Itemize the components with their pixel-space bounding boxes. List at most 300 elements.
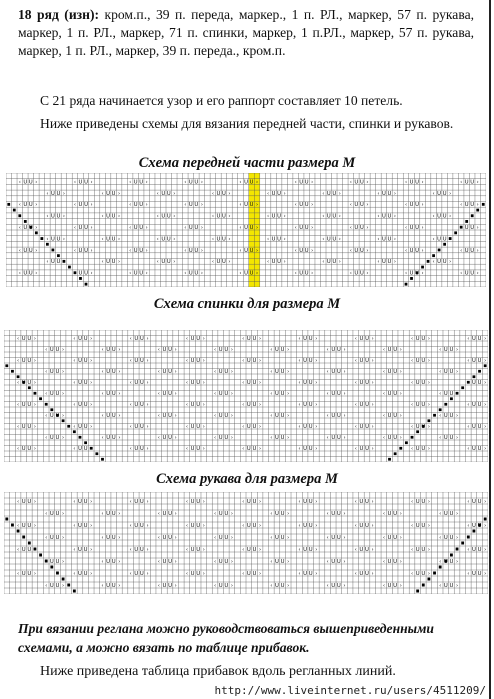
stitch-symbol: ›	[230, 510, 234, 517]
stitch-symbol: ›	[371, 446, 374, 453]
stitch-symbol: U	[365, 570, 369, 577]
stitch-symbol: U	[331, 413, 336, 420]
raglan-left-dot	[56, 414, 59, 417]
stitch-symbol: U	[365, 498, 369, 505]
stitch-symbol: U	[280, 510, 285, 517]
stitch-symbol: ›	[399, 558, 402, 565]
stitch-symbol: U	[359, 402, 364, 409]
stitch-symbol: U	[134, 424, 139, 431]
stitch-symbol: ‹	[270, 510, 273, 517]
stitch-symbol: U	[275, 510, 279, 517]
stitch-symbol: ‹	[404, 224, 408, 231]
stitch-symbol: ›	[146, 570, 149, 577]
stitch-symbol: ›	[200, 247, 203, 254]
raglan-left-dot	[79, 436, 82, 439]
stitch-symbol: ‹	[326, 582, 329, 589]
raglan-right-dot	[454, 231, 457, 234]
raglan-right-dot	[467, 381, 470, 384]
stitch-symbol: ›	[259, 424, 262, 431]
stitch-symbol: ‹	[242, 498, 245, 505]
stitch-symbol: U	[246, 380, 251, 387]
stitch-symbol: ›	[174, 510, 177, 517]
schemes-note: Ниже приведены схемы для вязания передней части, спинки и рукавов.	[40, 116, 454, 131]
stitch-symbol: ›	[90, 402, 93, 409]
stitch-symbol: ›	[145, 270, 148, 277]
stitch-symbol: U	[477, 446, 482, 453]
stitch-symbol: U	[139, 402, 144, 409]
raglan-left-dot	[50, 408, 53, 411]
source-url: http://www.liveinternet.ru/users/4511209/	[214, 684, 486, 697]
stitch-symbol: ›	[421, 202, 424, 209]
stitch-symbol: U	[331, 435, 336, 442]
stitch-symbol: U	[336, 510, 341, 517]
stitch-symbol: ›	[338, 236, 341, 243]
stitch-symbol: ‹	[460, 270, 463, 277]
stitch-symbol: ‹	[267, 259, 270, 266]
stitch-symbol: U	[443, 582, 448, 589]
stitch-symbol: ›	[427, 424, 430, 431]
stitch-symbol: U	[359, 570, 364, 577]
stitch-symbol: ‹	[382, 534, 385, 541]
stitch-symbol: U	[134, 446, 139, 453]
stitch-symbol: ›	[371, 336, 374, 343]
raglan-right-dot	[438, 249, 441, 252]
stitch-symbol: U	[365, 358, 369, 365]
stitch-symbol: U	[134, 570, 139, 577]
stitch-symbol: ›	[255, 224, 259, 231]
raglan-right-dot	[450, 554, 453, 557]
stitch-symbol: U	[393, 558, 398, 565]
stitch-symbol: U	[190, 546, 195, 553]
stitch-symbol: ‹	[294, 202, 297, 209]
stitch-symbol: ›	[371, 358, 374, 365]
stitch-symbol: ‹	[382, 391, 385, 398]
stitch-symbol: ›	[118, 435, 121, 442]
stitch-symbol: U	[280, 435, 285, 442]
stitch-symbol: ‹	[184, 224, 187, 231]
raglan-right-dot	[473, 530, 476, 533]
row-18-text: кром.п., 39 п. переда, маркер., 1 п. РЛ., маркер, 57 п. рукава, маркер, 1 п. РЛ., маркер, 71 п. спинки, маркер, 1 п.РЛ., маркер, 57 п. рукава, маркер, 1 п. РЛ., маркер, 39 п. переда., кром.п.	[18, 7, 474, 58]
stitch-symbol: U	[27, 546, 32, 553]
scheme-back-title: Схема спинки для размера М	[153, 296, 341, 312]
stitch-symbol: U	[472, 380, 476, 387]
stitch-symbol: ›	[484, 498, 487, 505]
stitch-symbol: ‹	[101, 236, 104, 243]
stitch-symbol: U	[168, 391, 172, 398]
stitch-symbol: U	[365, 522, 369, 529]
stitch-symbol: U	[168, 510, 172, 517]
stitch-symbol: ‹	[410, 380, 414, 387]
stitch-symbol: ›	[146, 380, 149, 387]
raglan-left-dot	[18, 214, 21, 217]
stitch-symbol: U	[194, 202, 199, 209]
raglan-left-dot	[62, 419, 65, 422]
stitch-symbol: U	[336, 391, 341, 398]
stitch-symbol: U	[139, 522, 144, 529]
grid-lines	[4, 492, 488, 594]
stitch-symbol: ‹	[326, 391, 329, 398]
stitch-symbol: ›	[455, 534, 459, 541]
stitch-symbol: U	[299, 247, 304, 254]
stitch-symbol: U	[471, 546, 476, 553]
stitch-symbol: ›	[366, 202, 369, 209]
stitch-symbol: ‹	[157, 558, 160, 565]
stitch-symbol: U	[166, 236, 171, 243]
stitch-symbol: ›	[146, 522, 149, 529]
stitch-symbol: ‹	[270, 534, 273, 541]
raglan-right-dot	[461, 386, 464, 389]
stitch-symbol: ›	[338, 213, 341, 220]
stitch-symbol: U	[21, 336, 26, 343]
stitch-symbol: U	[421, 402, 426, 409]
stitch-symbol: U	[442, 259, 447, 266]
stitch-symbol: U	[50, 259, 55, 266]
stitch-symbol: ‹	[18, 247, 21, 254]
raglan-right-dot	[473, 375, 476, 378]
stitch-symbol: ›	[174, 391, 177, 398]
stitch-symbol: ‹	[129, 498, 132, 505]
stitch-symbol: ›	[343, 391, 346, 398]
stitch-symbol: ‹	[270, 347, 273, 354]
stitch-symbol: ›	[427, 402, 430, 409]
scheme-back-chart	[4, 330, 488, 462]
raglan-right-dot	[461, 542, 464, 545]
stitch-symbol: ›	[366, 179, 369, 186]
stitch-symbol: U	[196, 546, 201, 553]
stitch-symbol: U	[477, 546, 482, 553]
stitch-symbol: ›	[315, 446, 318, 453]
stitch-symbol: ‹	[157, 369, 160, 376]
stitch-symbol: ›	[62, 347, 65, 354]
raglan-right-dot	[484, 364, 487, 367]
stitch-symbol: U	[244, 270, 248, 277]
stitch-symbol: U	[331, 510, 336, 517]
stitch-symbol: U	[443, 347, 448, 354]
stitch-symbol: ›	[315, 336, 318, 343]
stitch-symbol: U	[194, 247, 199, 254]
stitch-symbol: ›	[174, 369, 177, 376]
stitch-symbol: U	[134, 380, 139, 387]
stitch-symbol: ›	[255, 179, 259, 186]
stitch-symbol: U	[277, 236, 282, 243]
raglan-left-dot	[74, 271, 77, 274]
stitch-symbol: U	[252, 446, 257, 453]
stitch-symbol: U	[359, 247, 364, 254]
stitch-symbol: U	[216, 259, 221, 266]
stitch-symbol: U	[161, 259, 166, 266]
stitch-symbol: ›	[90, 570, 93, 577]
stitch-symbol: U	[27, 522, 32, 529]
stitch-symbol: U	[139, 546, 144, 553]
raglan-left-dot	[11, 370, 14, 373]
stitch-symbol: U	[359, 358, 364, 365]
stitch-symbol: U	[415, 380, 420, 387]
stitch-symbol: ‹	[213, 391, 217, 398]
stitch-symbol: ‹	[270, 413, 273, 420]
stitch-symbol: ‹	[73, 336, 76, 343]
stitch-symbol: U	[275, 413, 279, 420]
stitch-symbol: U	[336, 534, 341, 541]
stitch-symbol: ‹	[382, 558, 385, 565]
stitch-symbol: ‹	[46, 190, 49, 197]
stitch-symbol: ‹	[101, 582, 104, 589]
stitch-symbol: ›	[421, 247, 424, 254]
stitch-symbol: U	[354, 224, 359, 231]
stitch-symbol: U	[303, 358, 308, 365]
stitch-symbol: U	[252, 570, 257, 577]
stitch-symbol: U	[464, 224, 469, 231]
stitch-symbol: U	[354, 270, 359, 277]
stitch-symbol: ‹	[239, 224, 242, 231]
stitch-symbol: U	[387, 558, 392, 565]
stitch-symbol: ‹	[410, 424, 414, 431]
stitch-symbol: ›	[393, 190, 397, 197]
raglan-left-dot	[79, 277, 82, 280]
stitch-symbol: ›	[343, 582, 346, 589]
stitch-symbol: ›	[173, 259, 176, 266]
stitch-symbol: ‹	[17, 424, 20, 431]
stitch-symbol: ‹	[298, 380, 301, 387]
stitch-symbol: U	[27, 402, 32, 409]
stitch-symbol: U	[387, 391, 392, 398]
stitch-symbol: ›	[202, 546, 205, 553]
stitch-symbol: ›	[287, 391, 290, 398]
stitch-symbol: ‹	[322, 236, 325, 243]
raglan-right-dot	[439, 408, 442, 411]
stitch-symbol: ›	[255, 270, 259, 277]
stitch-symbol: U	[477, 402, 482, 409]
stitch-symbol: ›	[35, 247, 38, 254]
stitch-symbol: ›	[228, 213, 231, 220]
stitch-symbol: ‹	[45, 369, 48, 376]
stitch-symbol: U	[106, 435, 111, 442]
stitch-symbol: U	[246, 498, 251, 505]
stitch-symbol: ‹	[46, 213, 49, 220]
stitch-symbol: U	[55, 369, 60, 376]
raglan-right-dot	[427, 260, 430, 263]
raglan-left-dot	[95, 452, 98, 455]
stitch-symbol: ‹	[129, 380, 132, 387]
stitch-symbol: ›	[258, 522, 262, 529]
stitch-symbol: ‹	[298, 546, 301, 553]
stitch-symbol: U	[280, 391, 285, 398]
stitch-symbol: ‹	[267, 236, 270, 243]
raglan-left-dot	[73, 430, 76, 433]
stitch-symbol: U	[359, 224, 364, 231]
stitch-symbol: U	[222, 190, 226, 197]
stitch-symbol: U	[224, 435, 229, 442]
stitch-symbol: ‹	[101, 259, 104, 266]
stitch-symbol: ›	[427, 570, 430, 577]
stitch-symbol: U	[134, 358, 139, 365]
stitch-symbol: U	[246, 446, 251, 453]
stitch-symbol: ›	[476, 224, 479, 231]
raglan-left-dot	[50, 566, 53, 569]
stitch-symbol: ›	[202, 446, 205, 453]
stitch-symbol: ›	[174, 534, 177, 541]
stitch-symbol: ›	[427, 336, 430, 343]
stitch-symbol: ‹	[73, 522, 76, 529]
stitch-symbol: U	[196, 358, 201, 365]
stitch-symbol: U	[387, 236, 392, 243]
stitch-symbol: U	[464, 202, 469, 209]
stitch-symbol: ‹	[46, 259, 49, 266]
stitch-symbol: U	[387, 534, 392, 541]
stitch-symbol: ‹	[267, 190, 270, 197]
stitch-symbol: U	[190, 336, 195, 343]
stitch-symbol: ›	[145, 247, 148, 254]
stitch-symbol: U	[134, 336, 139, 343]
stitch-symbol: U	[303, 402, 308, 409]
raglan-left-dot	[7, 203, 10, 206]
stitch-symbol: ‹	[294, 224, 297, 231]
raglan-right-dot	[444, 560, 447, 563]
stitch-symbol: ›	[62, 558, 65, 565]
raglan-right-dot	[460, 226, 463, 229]
stitch-symbol: U	[139, 270, 144, 277]
stitch-symbol: ›	[230, 413, 233, 420]
raglan-right-dot	[405, 283, 408, 286]
stitch-symbol: U	[55, 582, 60, 589]
stitch-symbol: U	[299, 179, 304, 186]
stitch-symbol: ›	[343, 534, 346, 541]
stitch-symbol: ‹	[184, 202, 187, 209]
stitch-symbol: ‹	[16, 570, 20, 577]
stitch-symbol: U	[308, 546, 313, 553]
stitch-symbol: ›	[230, 534, 234, 541]
stitch-symbol: ‹	[184, 270, 187, 277]
stitch-symbol: U	[49, 347, 54, 354]
stitch-symbol: ›	[399, 534, 402, 541]
stitch-symbol: U	[326, 236, 331, 243]
stitch-symbol: ‹	[242, 570, 245, 577]
stitch-symbol: U	[83, 446, 88, 453]
raglan-left-dot	[34, 548, 37, 551]
raglan-right-dot	[422, 584, 425, 587]
stitch-symbol: ›	[343, 435, 346, 442]
stitch-symbol: ‹	[211, 259, 214, 266]
stitch-symbol: U	[365, 336, 369, 343]
stitch-symbol: U	[470, 247, 475, 254]
stitch-symbol: U	[166, 213, 171, 220]
stitch-symbol: U	[49, 413, 54, 420]
stitch-symbol: ›	[258, 498, 262, 505]
stitch-symbol: ‹	[354, 380, 357, 387]
stitch-symbol: U	[252, 358, 257, 365]
stitch-symbol: ›	[311, 179, 314, 186]
stitch-symbol: U	[359, 336, 364, 343]
stitch-symbol: ›	[90, 380, 93, 387]
stitch-symbol: ›	[62, 510, 65, 517]
stitch-symbol: U	[415, 402, 420, 409]
stitch-symbol: U	[190, 446, 195, 453]
stitch-symbol: ‹	[467, 336, 470, 343]
stitch-symbol: U	[106, 510, 111, 517]
stitch-symbols	[7, 179, 484, 285]
stitch-symbol: ‹	[326, 510, 329, 517]
stitch-symbol: ‹	[354, 546, 357, 553]
stitch-symbol: ›	[399, 391, 402, 398]
stitch-symbol: U	[134, 498, 139, 505]
stitch-symbol: ‹	[239, 179, 242, 186]
stitch-symbol: U	[393, 391, 398, 398]
stitch-symbol: U	[218, 369, 223, 376]
stitch-symbol: U	[472, 446, 476, 453]
stitch-symbol: ‹	[467, 358, 470, 365]
stitch-symbol: ‹	[18, 202, 21, 209]
stitch-symbol: ‹	[382, 413, 385, 420]
stitch-symbol: U	[308, 424, 313, 431]
stitch-symbol: ‹	[354, 424, 357, 431]
stitch-symbol: ‹	[377, 213, 380, 220]
stitch-symbol: U	[415, 498, 420, 505]
stitch-symbol: U	[303, 336, 308, 343]
stitch-symbol: ›	[173, 236, 176, 243]
stitch-symbol: U	[168, 347, 172, 354]
stitch-symbol: ‹	[242, 402, 245, 409]
stitch-symbol: ‹	[213, 369, 217, 376]
raglan-right-dot	[482, 203, 485, 206]
stitch-symbol: U	[442, 190, 447, 197]
stitch-symbol: U	[308, 498, 313, 505]
stitch-symbol: U	[449, 369, 454, 376]
stitch-symbol: U	[106, 413, 111, 420]
stitch-symbol: U	[443, 391, 448, 398]
stitch-symbol: U	[21, 446, 26, 453]
stitch-symbol: U	[161, 213, 166, 220]
raglan-left-dot	[68, 266, 71, 269]
stitch-symbol: U	[111, 391, 116, 398]
stitch-symbol: ‹	[270, 391, 273, 398]
stitch-symbol: ‹	[101, 510, 104, 517]
stitch-symbol: U	[308, 570, 313, 577]
stitch-symbol: ›	[427, 522, 430, 529]
stitch-symbol: U	[393, 435, 398, 442]
stitch-symbol: ‹	[129, 570, 132, 577]
raglan-right-dot	[450, 397, 453, 400]
stitch-symbol: ‹	[298, 446, 301, 453]
stitch-symbol: U	[244, 224, 248, 231]
stitch-symbol: U	[83, 358, 88, 365]
stitch-symbol: U	[27, 446, 32, 453]
stitch-symbol: ›	[146, 446, 149, 453]
stitch-symbol: U	[190, 380, 195, 387]
stitch-symbol: U	[275, 582, 279, 589]
stitch-symbol: U	[409, 247, 414, 254]
stitch-symbol: ›	[33, 402, 37, 409]
stitch-symbol: U	[84, 224, 88, 231]
stitch-symbol: U	[162, 391, 167, 398]
stitch-symbol: U	[83, 380, 88, 387]
stitch-symbol: ‹	[404, 179, 408, 186]
stitch-symbol: U	[83, 498, 88, 505]
stitch-symbol: U	[304, 202, 309, 209]
stitch-symbol: ›	[90, 247, 93, 254]
stitch-symbol: U	[387, 347, 392, 354]
stitch-symbol: U	[224, 558, 229, 565]
stitch-symbol: ›	[255, 202, 259, 209]
stitch-symbol: U	[78, 358, 82, 365]
stitch-symbol: ›	[484, 424, 487, 431]
stitch-symbol: ›	[145, 202, 148, 209]
stitch-symbol: ›	[258, 570, 262, 577]
stitch-symbol: ‹	[298, 424, 301, 431]
stitch-symbol: U	[304, 270, 309, 277]
raglan-left-dot	[22, 536, 25, 539]
stitch-symbol: ‹	[213, 347, 217, 354]
stitch-symbol: U	[84, 247, 88, 254]
stitch-symbol: U	[139, 446, 144, 453]
